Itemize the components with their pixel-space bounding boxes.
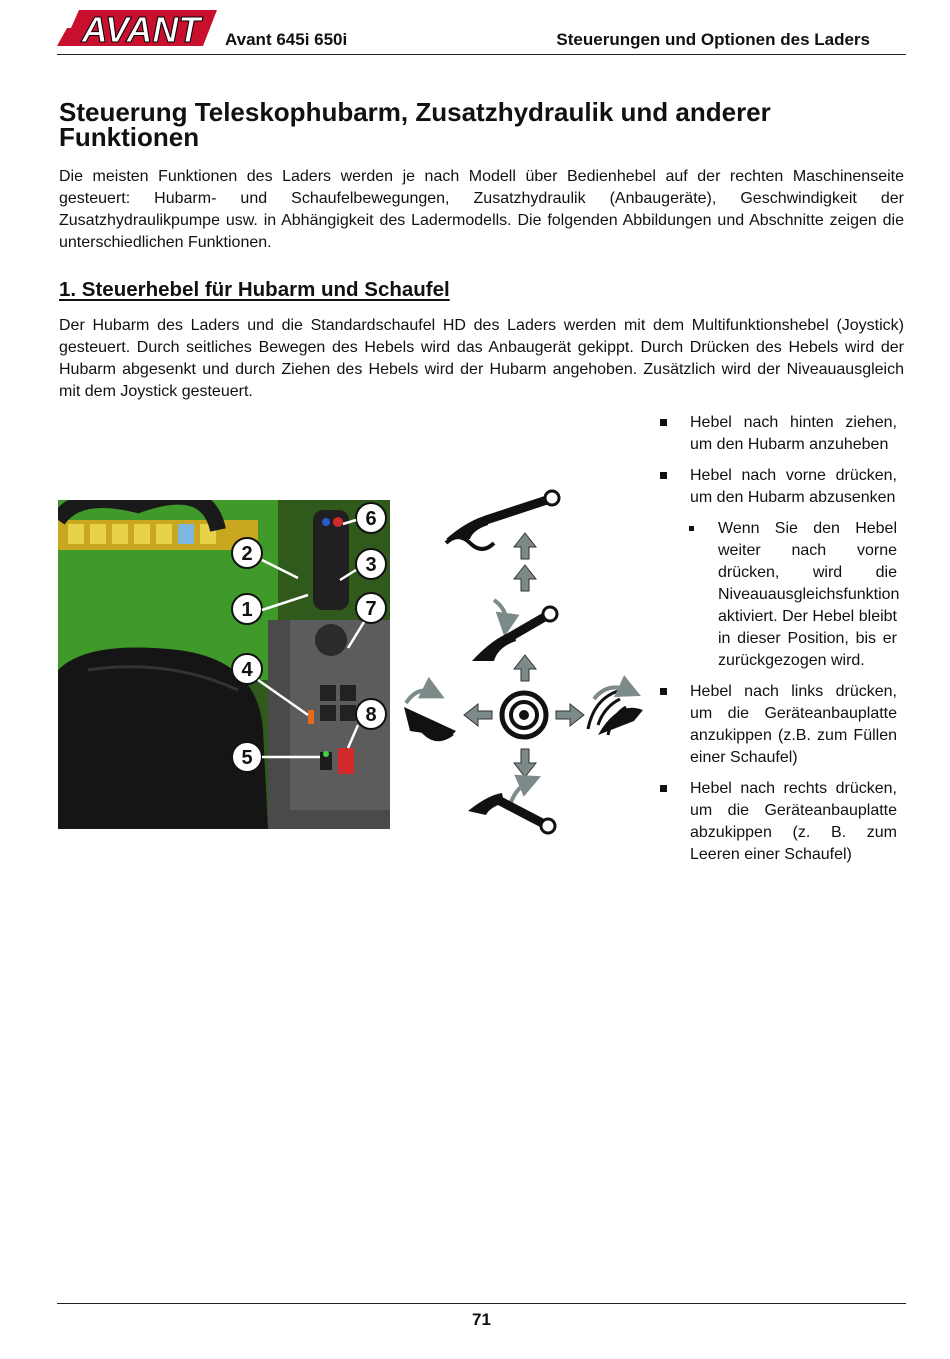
bullet-icon [660,688,667,695]
page-number: 71 [472,1310,491,1329]
control-panel-photo [58,500,390,829]
svg-text:8: 8 [365,704,377,726]
svg-text:1: 1 [241,599,253,621]
list-item: Hebel nach rechts drücken, um die Geräteanbauplatte abzukippen (z. B. zum Leeren einer Schaufel) [659,778,897,866]
svg-text:7: 7 [365,598,377,620]
up-arrow-icon [514,533,536,591]
list-item: Hebel nach links drücken, um die Geräteanbauplatte anzukippen (z.B. zum Füllen einer Schaufel) [659,681,897,769]
joystick-center-icon [502,693,546,737]
bucket-dump-icon [588,687,643,735]
callout-1 [232,594,262,624]
arm-neutral-icon [472,607,557,661]
sub-list-item: Wenn Sie den Hebel weiter nach vorne drücken, wird die Niveauausgleichsfunktion aktiviert. Der Hebel bleibt in dieser Position, bis er zurückgezogen wird. [659,518,897,672]
section-heading: 1. Steuerhebel für Hubarm und Schaufel [59,278,450,301]
right-arrow-icon [556,704,584,726]
arm-raise-icon [446,491,559,549]
bullet-icon [660,785,667,792]
section-paragraph: Der Hubarm des Laders und die Standardschaufel HD des Laders werden mit dem Multifunktionshebel (Joystick) gesteuert. Durch seitliches Bewegen des Hebels wird das Anbaugerät gekippt. Durch Drücken des Hebels wird der Hubarm abgesenkt und durch Ziehen des Hebels wird der Hubarm angehoben. Zusätzlich wird der Niveauausgleich mit dem Joystick gesteuert. [59,317,904,400]
intro-paragraph: Die meisten Funktionen des Laders werden je nach Modell über Bedienhebel auf der rechten Maschinenseite gesteuert: Hubarm- und Schaufelbewegungen, Zusatzhydraulik (Anbaugeräte), Geschwindigkeit der Zusatzhydraulikpumpe usw. in Abhängigkeit des Ladermodells. Die folgenden Abbildungen und Abschnitte zeigen die unterschiedlichen Funktionen. [59,168,904,251]
list-item: Hebel nach hinten ziehen, um den Hubarm anzuheben [659,412,897,456]
header-section: Steuerungen und Optionen des Laders [556,30,870,49]
left-arrow-icon [464,704,492,726]
header-model: Avant 645i 650i [225,30,348,49]
sub-bullet-icon [689,526,694,531]
float-arrow-icon [494,600,506,625]
logo-text: AVANT [81,9,201,48]
bullet-icon [660,472,667,479]
callout-6 [356,503,386,533]
callout-8 [356,699,386,729]
page-title: Steuerung Teleskophubarm, Zusatzhydraulik und anderer Funktionen [59,97,771,152]
svg-text:2: 2 [241,543,253,565]
bucket-crowd-icon [404,691,456,742]
list-item: Hebel nach vorne drücken, um den Hubarm abzusenken [659,465,897,509]
callout-3 [356,549,386,579]
instruction-list [659,412,900,875]
down-arrow-icon [514,749,536,777]
svg-text:6: 6 [365,508,377,530]
avant-logo [57,8,219,48]
joystick-function-diagram [398,485,648,845]
svg-text:3: 3 [365,554,377,576]
callout-5 [232,742,262,772]
callout-7 [356,593,386,623]
page-footer [57,1303,906,1329]
svg-text:4: 4 [241,659,253,681]
bullet-icon [660,419,667,426]
svg-text:5: 5 [241,747,253,769]
callout-4 [232,654,262,684]
callout-2 [232,538,262,568]
page-header [57,8,906,55]
